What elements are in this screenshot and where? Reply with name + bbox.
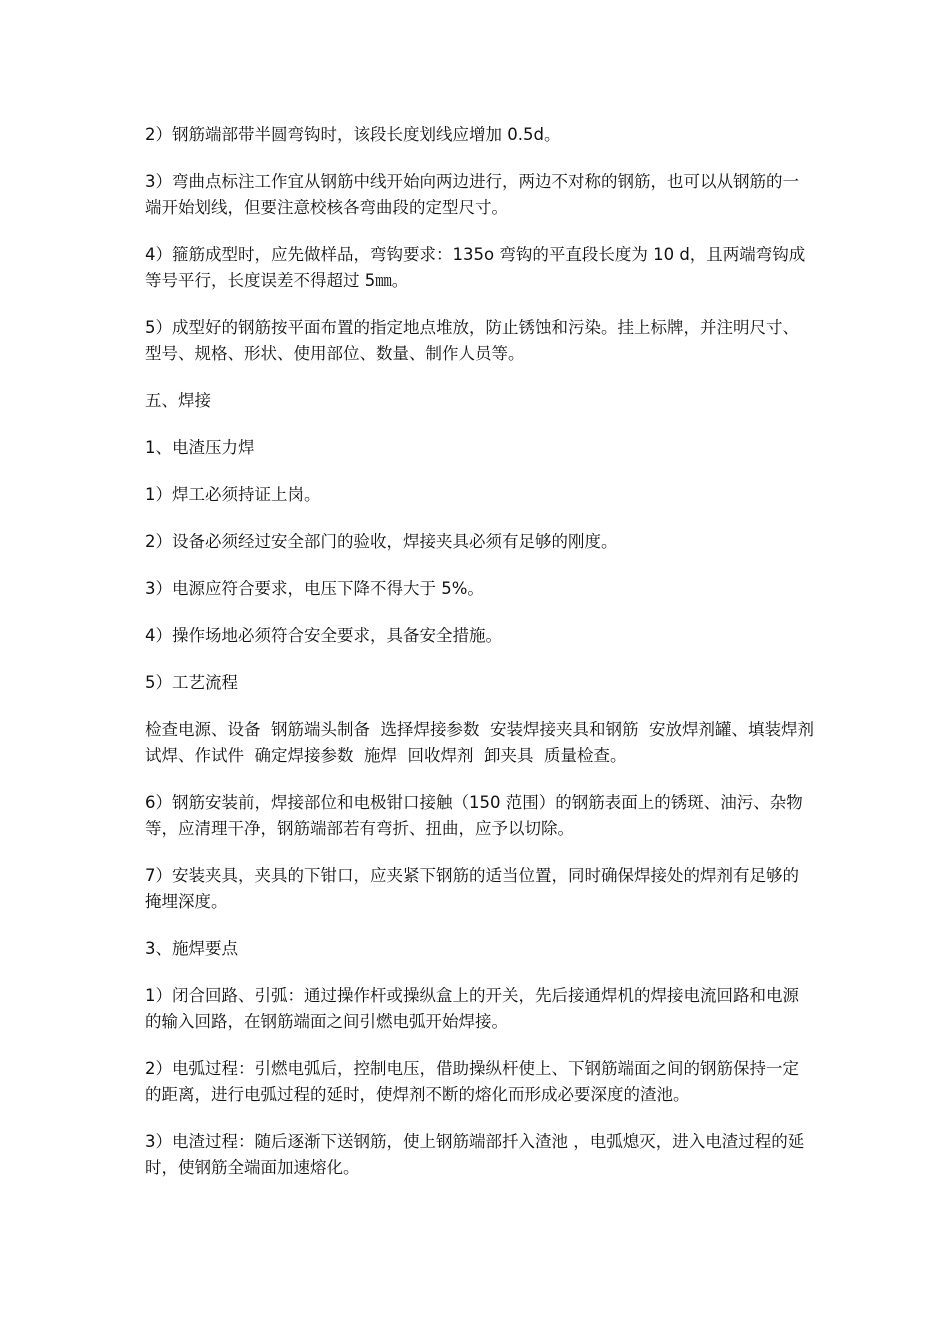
paragraph-process-flow-title: 5）工艺流程 — [145, 673, 238, 692]
paragraph-rebar-end-hook: 2）钢筋端部带半圆弯钩时，该段长度划线应增加 0.5d。 — [145, 125, 561, 144]
paragraph-power-supply: 3）电源应符合要求，电压下降不得大于 5%。 — [145, 579, 484, 598]
document-body — [145, 122, 825, 1202]
paragraph-clamp-installation: 7）安装夹具，夹具的下钳口，应夹紧下钢筋的适当位置，同时确保焊接处的焊剂有足够的掩埋深度。 — [145, 866, 799, 911]
paragraph-work-site-safety: 4）操作场地必须符合安全要求，具备安全措施。 — [145, 626, 502, 645]
paragraph-electroslag-process: 3）电渣过程：随后逐渐下送钢筋，使上钢筋端部扦入渣池 ，电弧熄灭，进入电渣过程的延时，使钢筋全端面加速熔化。 — [145, 1132, 805, 1177]
paragraph-rebar-storage: 5）成型好的钢筋按平面布置的指定地点堆放，防止锈蚀和污染。挂上标牌，并注明尺寸、型号、规格、形状、使用部位、数量、制作人员等。 — [145, 318, 799, 363]
paragraph-rebar-cleaning: 6）钢筋安装前，焊接部位和电极钳口接触（150 范围）的钢筋表面上的锈斑、油污、杂物等，应清理干净，钢筋端部若有弯折、扭曲，应予以切除。 — [145, 793, 803, 838]
section-heading-welding: 五、焊接 — [145, 391, 211, 410]
paragraph-equipment-acceptance: 2）设备必须经过安全部门的验收，焊接夹具必须有足够的刚度。 — [145, 532, 618, 551]
subsection-heading-welding-points: 3、施焊要点 — [145, 939, 238, 958]
paragraph-process-flow-steps: 检查电源、设备 钢筋端头制备 选择焊接参数 安装焊接夹具和钢筋 安放焊剂罐、填装焊剂 试焊、作试件 确定焊接参数 施焊 回收焊剂 卸夹具 质量检查。 — [145, 720, 825, 765]
paragraph-stirrup-forming: 4）箍筋成型时，应先做样品，弯钩要求：135o 弯钩的平直段长度为 10 d，且两端弯钩成等号平行，长度误差不得超过 5㎜。 — [145, 245, 806, 290]
paragraph-welder-certification: 1）焊工必须持证上岗。 — [145, 485, 321, 504]
paragraph-closed-circuit-arc: 1）闭合回路、引弧：通过操作杆或操纵盒上的开关，先后接通焊机的焊接电流回路和电源的输入回路，在钢筋端面之间引燃电弧开始焊接。 — [145, 986, 799, 1031]
subsection-heading-electroslag: 1、电渣压力焊 — [145, 438, 255, 457]
paragraph-arc-process: 2）电弧过程：引燃电弧后，控制电压，借助操纵杆使上、下钢筋端面之间的钢筋保持一定的距离，进行电弧过程的延时，使焊剂不断的熔化而形成必要深度的渣池。 — [145, 1059, 799, 1104]
paragraph-bend-marking: 3）弯曲点标注工作宜从钢筋中线开始向两边进行，两边不对称的钢筋，也可以从钢筋的一端开始划线，但要注意校核各弯曲段的定型尺寸。 — [145, 172, 799, 217]
